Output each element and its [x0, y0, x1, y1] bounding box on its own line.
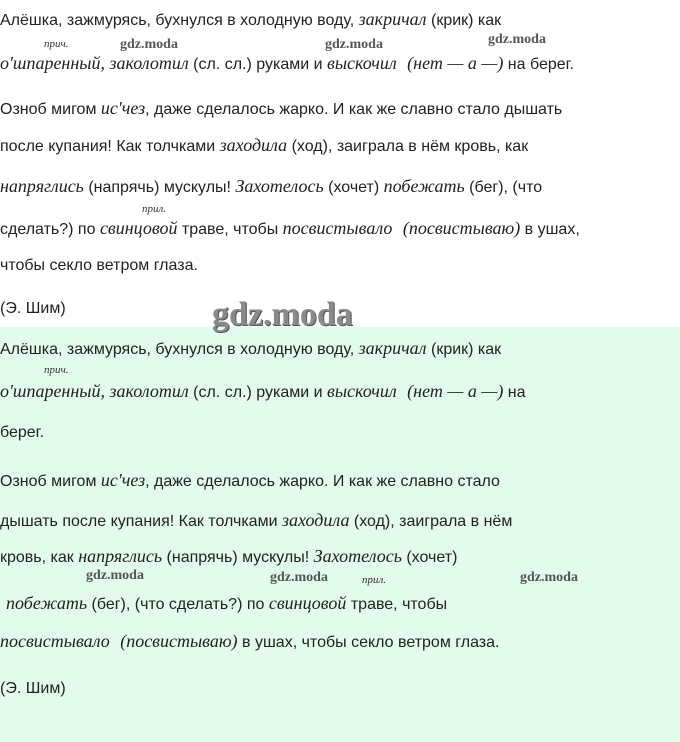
- watermark: gdz.moda: [488, 32, 546, 47]
- pril-note: прил.: [142, 203, 167, 215]
- bottom-line-4: Озноб мигом ис'чез, даже сделалось жарко. И как же славно стало: [0, 470, 500, 490]
- bottom-line-7: побежать (бег), (что сделать?) по свинцовой траве, чтобы: [6, 593, 448, 613]
- top-line-2: о'шпаренный, заколотил (сл. сл.) руками и выскочил (нет — а —) на берег.: [0, 53, 574, 73]
- watermark: gdz.moda: [270, 570, 328, 585]
- top-line-5: напряглись (напрячь) мускулы! Захотелось (хочет) побежать (бег), (что: [0, 176, 543, 196]
- prich-note: прич.: [44, 38, 69, 50]
- bottom-author: (Э. Шим): [0, 680, 66, 697]
- bottom-line-5: дышать после купания! Как толчками заходила (ход), заиграла в нём: [0, 510, 513, 530]
- top-line-3: Озноб мигом ис'чез, даже сделалось жарко. И как же славно стало дышать: [0, 98, 563, 118]
- bottom-line-3: берег.: [0, 424, 45, 441]
- watermark-large: gdz.moda: [212, 296, 353, 333]
- watermark: gdz.moda: [120, 37, 178, 52]
- top-author: (Э. Шим): [0, 300, 66, 317]
- watermark: gdz.moda: [325, 37, 383, 52]
- bottom-line-1: Алёшка, зажмурясь, бухнулся в холодную воду, закричал (крик) как: [0, 338, 502, 358]
- top-line-7: чтобы секло ветром глаза.: [0, 257, 198, 274]
- watermark: gdz.moda: [520, 570, 578, 585]
- prich-note: прич.: [44, 364, 69, 376]
- top-line-6: сделать?) по свинцовой траве, чтобы посвистывало (посвистываю) в ушах,: [0, 218, 580, 238]
- pril-note: прил.: [362, 574, 387, 586]
- top-line-4: после купания! Как толчками заходила (ход), заиграла в нём кровь, как: [0, 135, 529, 155]
- bottom-line-6: кровь, как напряглись (напрячь) мускулы! Захотелось (хочет): [0, 546, 458, 566]
- top-line-1: Алёшка, зажмурясь, бухнулся в холодную воду, закричал (крик) как: [0, 9, 502, 29]
- bottom-line-8: посвистывало (посвистываю) в ушах, чтобы секло ветром глаза.: [0, 631, 500, 651]
- bottom-line-2: о'шпаренный, заколотил (сл. сл.) руками и выскочил (нет — а —) на: [0, 381, 526, 401]
- watermark: gdz.moda: [86, 568, 144, 583]
